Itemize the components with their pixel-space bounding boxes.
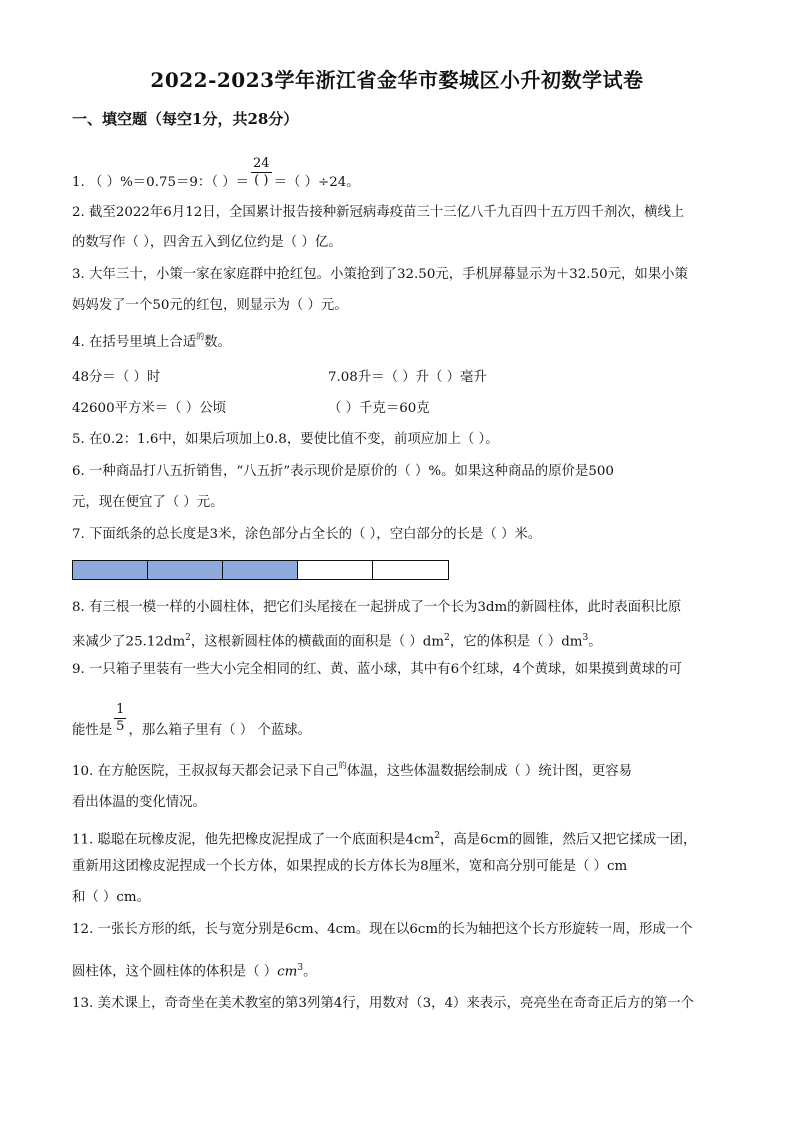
q4-row-2b: （ ）千克＝60克: [328, 401, 430, 416]
q8-sup-2: 2: [444, 633, 450, 643]
q9-numerator: 1: [116, 702, 125, 717]
q12-unit: cm: [277, 964, 298, 980]
q4-text-b: 数。: [204, 335, 231, 350]
q1-text-a: 1. （ ）%＝0.75＝9：（ ）＝: [72, 175, 250, 190]
strip-cell-blank: [298, 561, 373, 579]
q9-text-a: 能性是: [72, 723, 113, 738]
q4-text-a: 4. 在括号里填上合适: [72, 335, 197, 350]
question-7: 7. 下面纸条的总长度是3米，涂色部分占全长的（ ），空白部分的长是（ ）米。: [72, 527, 542, 542]
question-5: 5. 在0.2：1.6中，如果后项加上0.8，要使比值不变，前项应加上（ ）。: [72, 432, 499, 447]
question-11-line-1: [72, 826, 696, 850]
strip-cell-shaded: [148, 561, 223, 579]
question-6-line-2: 元，现在便宜了（ ）元。: [72, 495, 224, 510]
page-title: 2022-2023学年浙江省金华市婺城区小升初数学试卷: [150, 68, 644, 92]
paper-strip: [72, 560, 449, 580]
question-2-line-1: 2. 截至2022年6月12日，全国累计报告接种新冠病毒疫苗三十三亿八千九百四十五万四千剂次，横线上: [72, 205, 685, 220]
question-13: 13. 美术课上，奇奇坐在美术教室的第3列第4行，用数对（3，4）来表示，亮亮坐在奇奇正后方的第一个: [72, 996, 695, 1011]
q12-end: 。: [303, 964, 317, 980]
q1-fraction: [251, 156, 272, 189]
question-10-line-1: [72, 762, 632, 783]
question-2-line-2: 的数写作（ ），四舍五入到亿位约是（ ）亿。: [72, 235, 342, 250]
q10-text-a: 10. 在方舱医院，王叔叔每天都会记录下自己: [72, 764, 339, 779]
q8-text-a: 来减少了25.12dm: [72, 634, 186, 650]
q4-small-char: 的: [196, 332, 205, 341]
q12-sup: 3: [297, 963, 304, 973]
q10-small-char: 的: [338, 761, 347, 770]
question-6-line-1: 6. 一种商品打八五折销售，“八五折”表示现价是原价的（ ）%。如果这种商品的原价是500: [72, 464, 614, 479]
question-8-line-1: 8. 有三根一模一样的小圆柱体，把它们头尾接在一起拼成了一个长为3dm的新圆柱体，此时表面积比原: [72, 600, 682, 615]
question-10-line-2: 看出体温的变化情况。: [72, 795, 206, 810]
strip-cell-shaded: [73, 561, 148, 579]
strip-cell-blank: [373, 561, 448, 579]
q9-text-b: ，那么箱子里有（ ） 个蓝球。: [128, 723, 312, 738]
q8-end: 。: [588, 634, 602, 650]
q8-text-b: ，这根新圆柱体的横截面的面积是（ ）dm: [190, 634, 445, 650]
question-1: [72, 156, 360, 199]
q4-row-1b: 7.08升＝（ ）升（ ）毫升: [328, 370, 487, 385]
question-12-line-2: [72, 958, 316, 982]
q8-sup-1: 2: [185, 633, 191, 643]
question-8-line-2: [72, 628, 602, 652]
question-4: [72, 333, 231, 354]
q1-numerator: 24: [253, 156, 270, 171]
question-3-line-1: 3. 大年三十，小策一家在家庭群中抢红包。小策抢到了32.50元，手机屏幕显示为＋32.50元，如果小策: [72, 267, 688, 282]
q9-fraction: [114, 702, 126, 735]
q10-text-b: 体温，这些体温数据绘制成（ ）统计图，更容易: [346, 764, 633, 779]
q4-row-1a: 48分＝（ ）时: [72, 370, 161, 385]
q11-text-b: ，高是6cm的圆锥，然后又把它揉成一团，: [440, 832, 697, 848]
q1-text-b: ＝（ ）÷24。: [273, 175, 360, 190]
q1-denominator: ( ): [251, 172, 272, 189]
q4-row-2a: 42600平方米＝（ ）公顷: [72, 401, 226, 416]
question-11-line-2: 重新用这团橡皮泥捏成一个长方体，如果捏成的长方体长为8厘米，宽和高分别可能是（ ）cm: [72, 859, 628, 874]
q9-denominator: 5: [116, 719, 125, 734]
question-3-line-2: 妈妈发了一个50元的红包，则显示为（ ）元。: [72, 298, 348, 313]
q8-text-c: ，它的体积是（ ）dm: [449, 634, 583, 650]
section-heading: 一、填空题（每空1分，共28分）: [72, 110, 299, 128]
question-12-line-1: 12. 一张长方形的纸，长与宽分别是6cm、4cm。现在以6cm的长为轴把这个长方形旋转一周，形成一个: [72, 922, 693, 937]
q12-text-a: 圆柱体，这个圆柱体的体积是（ ）: [72, 964, 278, 980]
question-9-line-1: 9. 一只箱子里装有一些大小完全相同的红、黄、蓝小球，其中有6个红球，4个黄球，如果摸到黄球的可: [72, 662, 682, 677]
strip-cell-shaded: [223, 561, 298, 579]
q11-text-a: 11. 聪聪在玩橡皮泥，他先把橡皮泥捏成了一个底面积是4cm: [72, 832, 435, 848]
q8-sup-3: 3: [582, 633, 589, 643]
question-9-line-2: [72, 702, 312, 747]
question-11-line-3: 和（ ）cm。: [72, 890, 151, 905]
q11-sup: 2: [434, 831, 440, 841]
